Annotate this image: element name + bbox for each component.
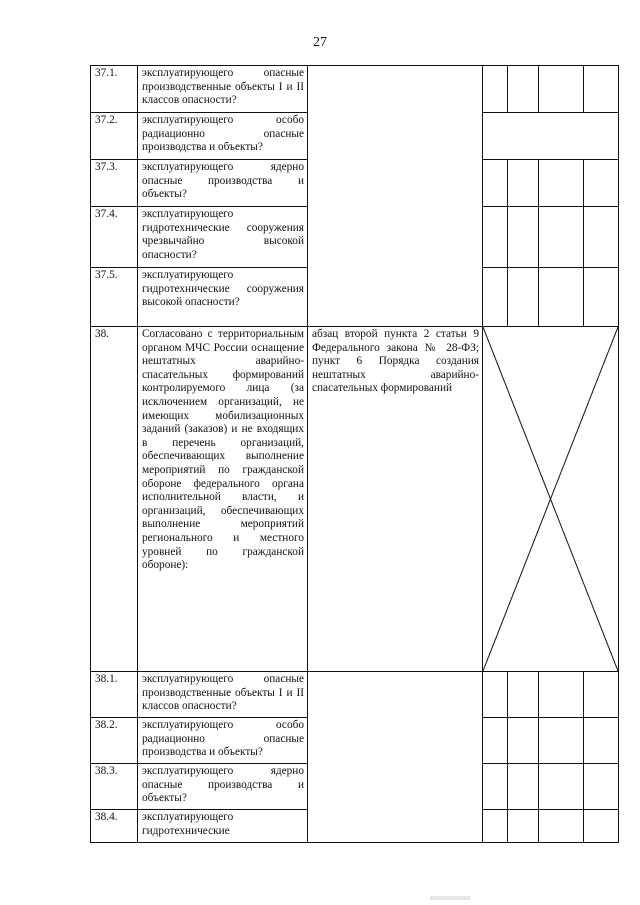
- item-question: эксплуатирующего опасные производственные объекты I и II классов опасности?: [138, 672, 308, 718]
- note-cell[interactable]: [584, 268, 619, 327]
- checklist-table: [90, 65, 619, 843]
- answer-yes-cell[interactable]: [483, 207, 508, 268]
- answer-yes-cell[interactable]: [483, 66, 508, 113]
- item-number: 37.2.: [91, 113, 138, 160]
- table-row: [91, 66, 619, 113]
- item-number: 38.3.: [91, 764, 138, 810]
- item-number: 37.4.: [91, 207, 138, 268]
- scan-artifact: [430, 896, 470, 900]
- answer-na-cell[interactable]: [539, 718, 584, 764]
- answer-na-cell[interactable]: [539, 810, 584, 843]
- answer-na-cell[interactable]: [539, 764, 584, 810]
- reference-cell-empty: [308, 672, 483, 843]
- crossed-out-answer-cell: [483, 327, 619, 672]
- item-question: эксплуатирующего гидротехнические сооружения чрезвычайно высокой опасности?: [138, 207, 308, 268]
- answer-no-cell[interactable]: [508, 672, 539, 718]
- answer-yes-cell[interactable]: [483, 672, 508, 718]
- reference-cell-empty: [308, 66, 483, 327]
- note-cell[interactable]: [584, 810, 619, 843]
- answer-no-cell[interactable]: [508, 268, 539, 327]
- item-number: 38.2.: [91, 718, 138, 764]
- item-question: эксплуатирующего гидротехнические сооружения высокой опасности?: [138, 268, 308, 327]
- item-number: 38.: [91, 327, 138, 672]
- answer-no-cell[interactable]: [508, 160, 539, 207]
- answer-na-cell[interactable]: [539, 207, 584, 268]
- answer-na-cell[interactable]: [539, 66, 584, 113]
- note-cell[interactable]: [584, 672, 619, 718]
- item-question: эксплуатирующего ядерно опасные производства и объекты?: [138, 764, 308, 810]
- answer-no-cell[interactable]: [508, 66, 539, 113]
- answer-no-cell[interactable]: [508, 764, 539, 810]
- answer-yes-cell[interactable]: [483, 810, 508, 843]
- item-question: эксплуатирующего гидротехнические: [138, 810, 308, 843]
- table-row-main: [91, 327, 619, 672]
- answer-cells-merged[interactable]: [483, 113, 619, 160]
- note-cell[interactable]: [584, 66, 619, 113]
- answer-yes-cell[interactable]: [483, 268, 508, 327]
- item-question: Согласовано с территориальным органом МЧС России оснащение нештатных аварийно-спасательных формирований контролируемого лица (за исключением организаций, не имеющих мобилизационных заданий (заказов) и не входящих в перечень организаций, обеспечивающих выполнение мероприятий по гражданской обороне федерального органа исполнительной власти, и организаций, обеспечивающих выполнение мероприятий регионального и местного уровней по гражданской обороне):: [138, 327, 308, 672]
- item-question: эксплуатирующего ядерно опасные производства и объекты?: [138, 160, 308, 207]
- item-question: эксплуатирующего особо радиационно опасные производства и объекты?: [138, 113, 308, 160]
- note-cell[interactable]: [584, 207, 619, 268]
- answer-no-cell[interactable]: [508, 718, 539, 764]
- answer-yes-cell[interactable]: [483, 764, 508, 810]
- note-cell[interactable]: [584, 160, 619, 207]
- answer-no-cell[interactable]: [508, 207, 539, 268]
- answer-no-cell[interactable]: [508, 810, 539, 843]
- item-number: 37.5.: [91, 268, 138, 327]
- page-number: 27: [313, 35, 327, 50]
- answer-yes-cell[interactable]: [483, 718, 508, 764]
- answer-na-cell[interactable]: [539, 672, 584, 718]
- answer-na-cell[interactable]: [539, 160, 584, 207]
- answer-na-cell[interactable]: [539, 268, 584, 327]
- note-cell[interactable]: [584, 718, 619, 764]
- item-number: 38.1.: [91, 672, 138, 718]
- item-number: 38.4.: [91, 810, 138, 843]
- item-question: эксплуатирующего особо радиационно опасные производства и объекты?: [138, 718, 308, 764]
- note-cell[interactable]: [584, 764, 619, 810]
- legal-reference: абзац второй пункта 2 статьи 9 Федерального закона № 28-ФЗ; пункт 6 Порядка создания нештатных аварийно-спасательных формирований: [308, 327, 483, 672]
- cross-mark: [483, 327, 618, 671]
- item-number: 37.1.: [91, 66, 138, 113]
- answer-yes-cell[interactable]: [483, 160, 508, 207]
- item-question: эксплуатирующего опасные производственные объекты I и II классов опасности?: [138, 66, 308, 113]
- table-row: [91, 672, 619, 718]
- item-number: 37.3.: [91, 160, 138, 207]
